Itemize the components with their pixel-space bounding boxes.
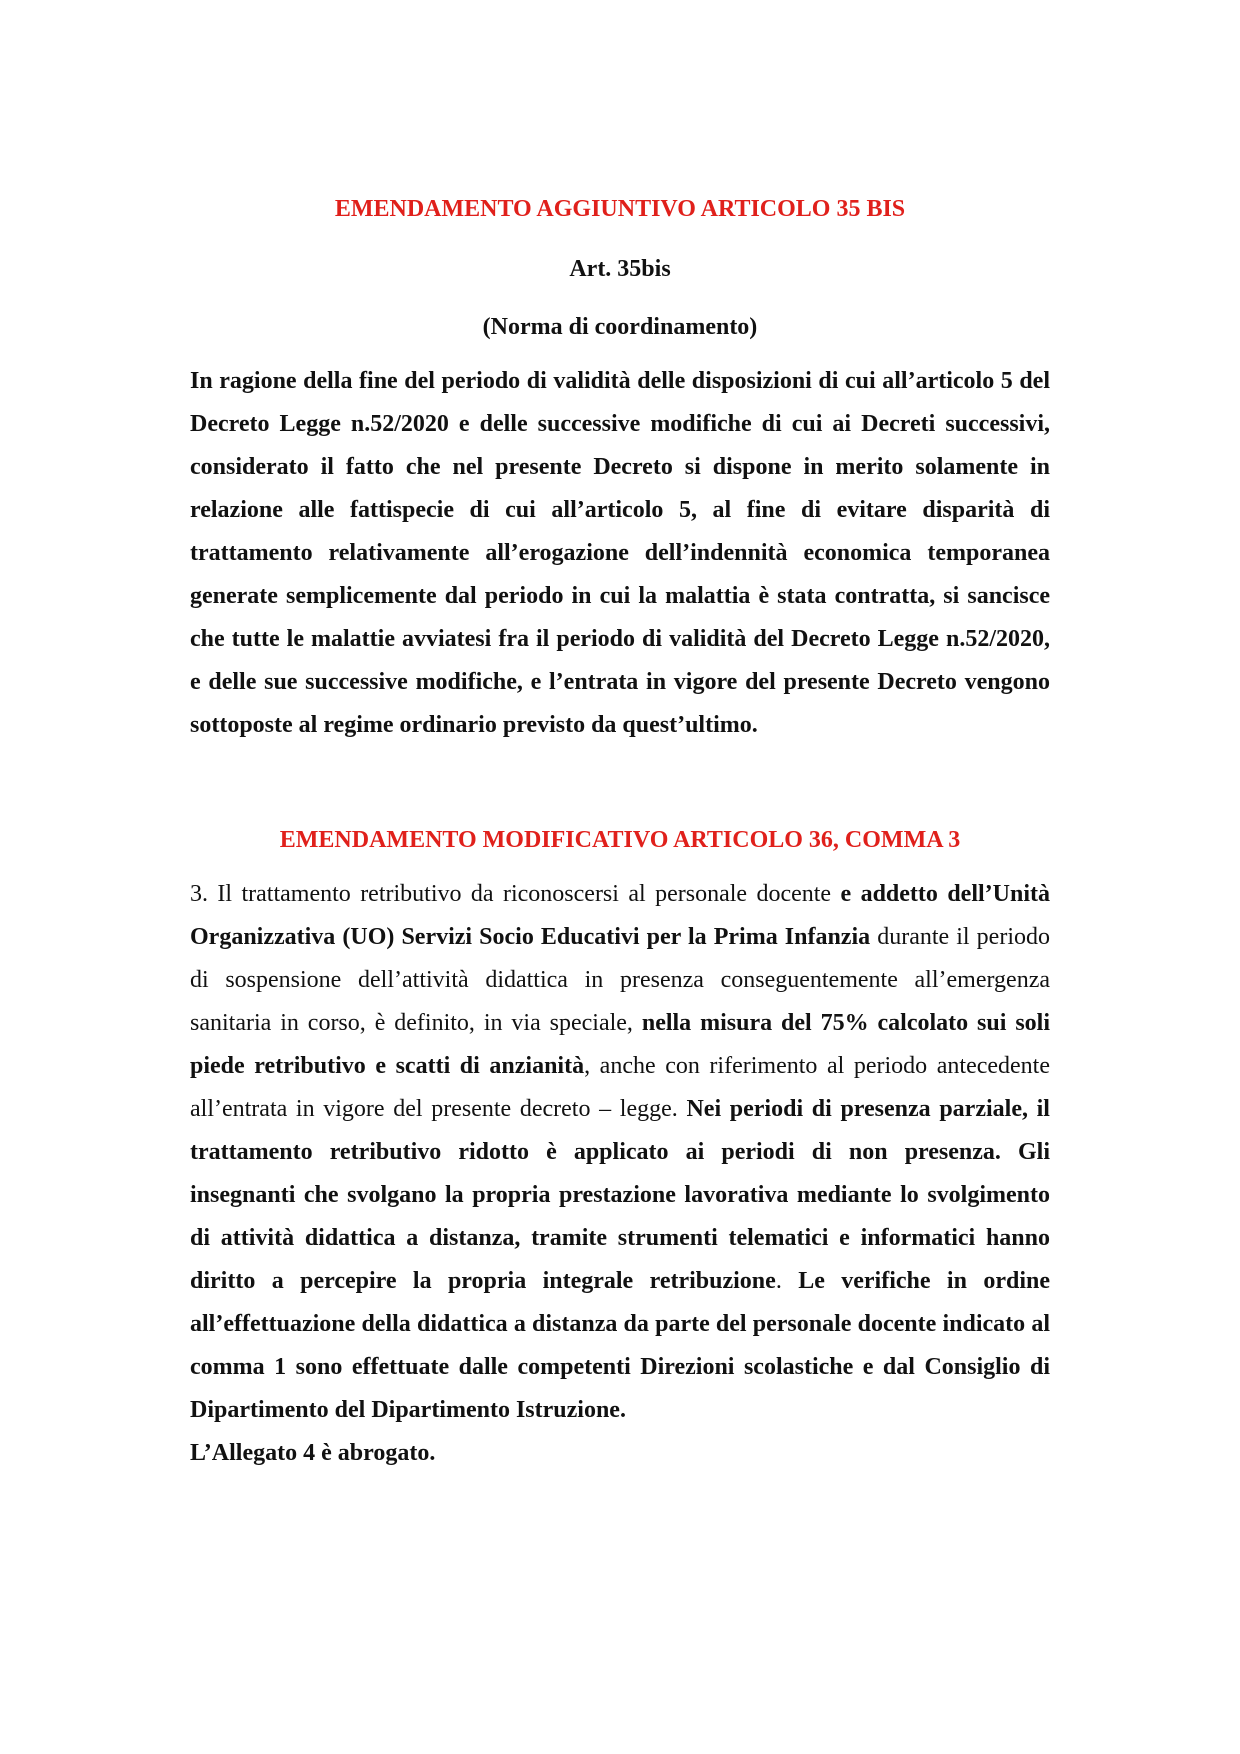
article-title: Art. 35bis — [569, 256, 671, 282]
comma-3-text-reference: , anche con riferimento al periodo antecedente all’entrata in vigore del presente decreto – legge. — [190, 1053, 1050, 1122]
article-subtitle: (Norma di coordinamento) — [482, 314, 758, 340]
comma-3-text-verification: Le verifiche in ordine all’effettuazione della didattica a distanza da parte del personale docente indicato al comma 1 sono effettuate dalle competenti Direzioni scolastiche e dal Consiglio di Dipartimento del Dipartimento Istruzione. — [190, 1268, 1050, 1423]
comma-3-text-partial-presence: Nei periodi di presenza parziale, il trattamento retributivo ridotto è applicato ai periodi di non presenza. Gli insegnanti che svolgano la propria prestazione lavorativa mediante lo svolgimento di attività didattica a distanza, tramite strumenti telematici e informatici hanno diritto a percepire la propria integrale retribuzione — [190, 1096, 1050, 1294]
amendment-heading-36: EMENDAMENTO MODIFICATIVO ARTICOLO 36, COMMA 3 — [279, 827, 961, 853]
comma-3-text-intro: 3. Il trattamento retributivo da riconoscersi al personale docente — [190, 881, 841, 907]
comma-3-text-period: durante il periodo di sospensione dell’attività didattica in presenza conseguentemente all’emergenza sanitaria in corso, è definito, in via speciale, — [190, 924, 1050, 1036]
comma-3-text-unit: e addetto dell’Unità Organizzativa (UO) Servizi Socio Educativi per la Prima Infanzia — [190, 881, 1050, 950]
annex-repeal-line: L’Allegato 4 è abrogato. — [190, 1440, 436, 1466]
article-35bis-paragraph: In ragione della fine del periodo di validità delle disposizioni di cui all’articolo 5 del Decreto Legge n.52/2020 e delle successive modifiche di cui ai Decreti successivi, considerato il fatto che nel presente Decreto si dispone in merito solamente in relazione alle fattispecie di cui all’articolo 5, al fine di evitare disparità di trattamento relativamente all’erogazione dell’indennità economica temporanea generate semplicemente dal periodo in cui la malattia è stata contratta, si sancisce che tutte le malattie avviatesi fra il periodo di validità del Decreto Legge n.52/2020, e delle sue successive modifiche, e l’entrata in vigore del presente Decreto vengono sottoposte al regime ordinario previsto da quest’ultimo. — [190, 368, 1050, 738]
comma-3-text-measure: nella misura del 75% calcolato sui soli piede retributivo e scatti di anzianità — [190, 1010, 1050, 1079]
amendment-heading-35bis: EMENDAMENTO AGGIUNTIVO ARTICOLO 35 BIS — [334, 196, 906, 222]
article-36-comma-3-paragraph — [190, 873, 1050, 1432]
comma-3-text-separator: . — [775, 1268, 799, 1294]
document-content — [190, 192, 1050, 1475]
